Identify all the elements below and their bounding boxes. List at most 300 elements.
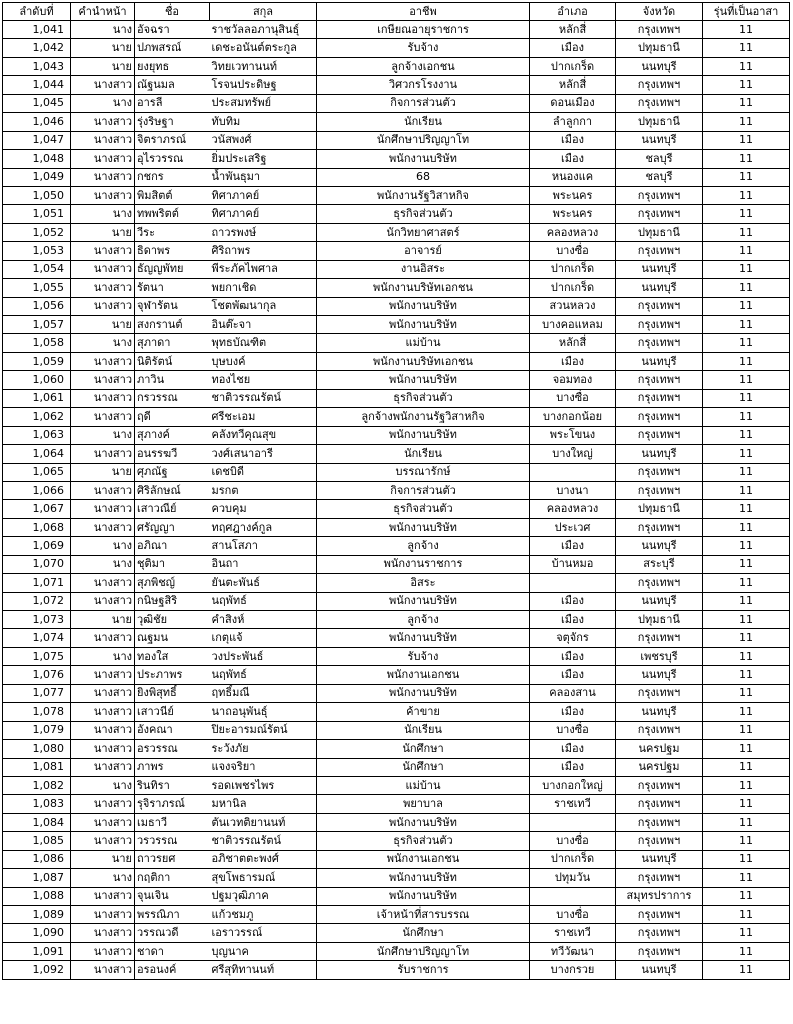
- cell-last-name: แจงจริยา: [210, 758, 317, 776]
- cell-first-name: รัตนา: [135, 279, 210, 297]
- cell-province: ชลบุรี: [616, 150, 703, 168]
- cell-title: นาง: [71, 869, 135, 887]
- cell-first-name: อารลี: [135, 94, 210, 112]
- cell-first-name: สุภพิชญ์: [135, 574, 210, 592]
- cell-no: 1,084: [3, 813, 71, 831]
- table-row: [3, 666, 790, 684]
- cell-no: 1,073: [3, 611, 71, 629]
- cell-last-name: ยิ่มประเสริฐ: [210, 150, 317, 168]
- table-row: [3, 850, 790, 868]
- cell-last-name: ราชวัลลอภานุสินธุ์: [210, 21, 317, 39]
- cell-last-name: ทิศาภาคย์: [210, 186, 317, 204]
- table-row: [3, 574, 790, 592]
- table-row: [3, 869, 790, 887]
- cell-last-name: รอดเพชรไพร: [210, 776, 317, 794]
- cell-occupation: รับจ้าง: [317, 39, 530, 57]
- cell-title: นาง: [71, 21, 135, 39]
- cell-first-name: พิมสิตต์: [135, 186, 210, 204]
- cell-occupation: พนักงานบริษัทเอกชน: [317, 279, 530, 297]
- cell-no: 1,060: [3, 371, 71, 389]
- cell-district: พระนคร: [530, 186, 616, 204]
- cell-province: ปทุมธานี: [616, 39, 703, 57]
- cell-last-name: สานโสภา: [210, 537, 317, 555]
- cell-no: 1,055: [3, 279, 71, 297]
- cell-first-name: ปภพสรณ์: [135, 39, 210, 57]
- cell-province: กรุงเทพฯ: [616, 426, 703, 444]
- cell-last-name: ศรีชะเอม: [210, 408, 317, 426]
- cell-first-name: อรวรรณ: [135, 740, 210, 758]
- cell-last-name: อภิชาตตะพงศ์: [210, 850, 317, 868]
- cell-district: จอมทอง: [530, 371, 616, 389]
- cell-no: 1,085: [3, 832, 71, 850]
- cell-last-name: คำสิงห์: [210, 611, 317, 629]
- cell-province: ปทุมธานี: [616, 113, 703, 131]
- cell-round: 11: [703, 426, 790, 444]
- cell-first-name: กชกร: [135, 168, 210, 186]
- header-title: คำนำหน้า: [71, 3, 135, 21]
- cell-first-name: กนิษฐสิริ: [135, 592, 210, 610]
- cell-round: 11: [703, 168, 790, 186]
- cell-district: ประเวศ: [530, 518, 616, 536]
- cell-first-name: เสาวณีย์: [135, 500, 210, 518]
- cell-district: บางนา: [530, 481, 616, 499]
- cell-occupation: พนักงานบริษัท: [317, 887, 530, 905]
- header-province: จังหวัด: [616, 3, 703, 21]
- cell-first-name: ณฐมน: [135, 629, 210, 647]
- cell-occupation: ธุรกิจส่วนตัว: [317, 389, 530, 407]
- cell-district: บางซื่อ: [530, 906, 616, 924]
- cell-province: นนทบุรี: [616, 961, 703, 979]
- cell-province: กรุงเทพฯ: [616, 832, 703, 850]
- cell-first-name: กรวรรณ: [135, 389, 210, 407]
- cell-no: 1,064: [3, 445, 71, 463]
- cell-title: นางสาว: [71, 666, 135, 684]
- cell-first-name: วรวรรณ: [135, 832, 210, 850]
- cell-no: 1,050: [3, 186, 71, 204]
- cell-district: เมือง: [530, 740, 616, 758]
- cell-province: กรุงเทพฯ: [616, 776, 703, 794]
- cell-round: 11: [703, 463, 790, 481]
- cell-occupation: ลูกจ้างพนักงานรัฐวิสาหกิจ: [317, 408, 530, 426]
- cell-round: 11: [703, 850, 790, 868]
- cell-round: 11: [703, 924, 790, 942]
- cell-last-name: นฤพัทธ์: [210, 666, 317, 684]
- cell-district: ปากเกร็ด: [530, 57, 616, 75]
- cell-round: 11: [703, 666, 790, 684]
- cell-first-name: ยิงพิสุทธิ์: [135, 684, 210, 702]
- table-row: [3, 906, 790, 924]
- cell-district: ปากเกร็ด: [530, 850, 616, 868]
- cell-last-name: ยันตะพันธ์: [210, 574, 317, 592]
- cell-district: ราชเทวี: [530, 795, 616, 813]
- cell-round: 11: [703, 150, 790, 168]
- cell-last-name: ชาติวรรณรัตน์: [210, 832, 317, 850]
- cell-title: นาง: [71, 647, 135, 665]
- cell-title: นางสาว: [71, 924, 135, 942]
- cell-district: ปากเกร็ด: [530, 279, 616, 297]
- table-row: [3, 389, 790, 407]
- cell-occupation: ธุรกิจส่วนตัว: [317, 500, 530, 518]
- cell-province: นนทบุรี: [616, 260, 703, 278]
- table-row: [3, 629, 790, 647]
- cell-no: 1,071: [3, 574, 71, 592]
- cell-title: นางสาว: [71, 260, 135, 278]
- cell-occupation: นักเรียน: [317, 445, 530, 463]
- cell-title: นางสาว: [71, 684, 135, 702]
- volunteer-table: [2, 2, 790, 980]
- cell-no: 1,075: [3, 647, 71, 665]
- cell-first-name: รุจิราภรณ์: [135, 795, 210, 813]
- cell-no: 1,061: [3, 389, 71, 407]
- cell-round: 11: [703, 352, 790, 370]
- cell-round: 11: [703, 813, 790, 831]
- cell-title: นางสาว: [71, 518, 135, 536]
- cell-title: นางสาว: [71, 168, 135, 186]
- cell-province: กรุงเทพฯ: [616, 906, 703, 924]
- cell-occupation: รับจ้าง: [317, 647, 530, 665]
- table-row: [3, 795, 790, 813]
- cell-round: 11: [703, 316, 790, 334]
- cell-title: นาง: [71, 537, 135, 555]
- cell-round: 11: [703, 684, 790, 702]
- cell-first-name: สงกรานต์: [135, 316, 210, 334]
- table-row: [3, 776, 790, 794]
- cell-occupation: แม่บ้าน: [317, 334, 530, 352]
- cell-title: นาย: [71, 463, 135, 481]
- cell-round: 11: [703, 131, 790, 149]
- cell-province: กรุงเทพฯ: [616, 518, 703, 536]
- cell-round: 11: [703, 887, 790, 905]
- cell-province: กรุงเทพฯ: [616, 463, 703, 481]
- cell-district: บางซื่อ: [530, 721, 616, 739]
- cell-last-name: ชาติวรรณรัตน์: [210, 389, 317, 407]
- cell-district: ราชเทวี: [530, 924, 616, 942]
- table-row: [3, 76, 790, 94]
- cell-last-name: น้ำพันธุมา: [210, 168, 317, 186]
- cell-first-name: ประภาพร: [135, 666, 210, 684]
- cell-district: เมือง: [530, 39, 616, 57]
- table-row: [3, 39, 790, 57]
- cell-no: 1,063: [3, 426, 71, 444]
- cell-district: บ้านหมอ: [530, 555, 616, 573]
- cell-round: 11: [703, 942, 790, 960]
- cell-occupation: พนักงานบริษัท: [317, 684, 530, 702]
- cell-district: ทวีวัฒนา: [530, 942, 616, 960]
- cell-first-name: ชาดา: [135, 942, 210, 960]
- table-row: [3, 500, 790, 518]
- cell-round: 11: [703, 611, 790, 629]
- cell-occupation: ธุรกิจส่วนตัว: [317, 205, 530, 223]
- cell-occupation: พนักงานบริษัท: [317, 813, 530, 831]
- cell-occupation: วิศวกรโรงงาน: [317, 76, 530, 94]
- cell-last-name: ปฐมวุฒิภาค: [210, 887, 317, 905]
- cell-province: สมุทรปราการ: [616, 887, 703, 905]
- cell-first-name: พรรณิภา: [135, 906, 210, 924]
- cell-occupation: แม่บ้าน: [317, 776, 530, 794]
- table-row: [3, 57, 790, 75]
- cell-province: กรุงเทพฯ: [616, 334, 703, 352]
- cell-first-name: ศุภณัฐ: [135, 463, 210, 481]
- cell-district: [530, 887, 616, 905]
- cell-occupation: นักเรียน: [317, 113, 530, 131]
- cell-last-name: ทับทิม: [210, 113, 317, 131]
- cell-round: 11: [703, 500, 790, 518]
- cell-district: บางคอแหลม: [530, 316, 616, 334]
- cell-title: นางสาว: [71, 445, 135, 463]
- cell-no: 1,076: [3, 666, 71, 684]
- cell-district: คลองหลวง: [530, 223, 616, 241]
- cell-first-name: ภาพร: [135, 758, 210, 776]
- cell-title: นางสาว: [71, 795, 135, 813]
- cell-title: นางสาว: [71, 832, 135, 850]
- cell-no: 1,079: [3, 721, 71, 739]
- cell-last-name: โรจนประดิษฐ: [210, 76, 317, 94]
- cell-occupation: พนักงานบริษัท: [317, 371, 530, 389]
- cell-province: กรุงเทพฯ: [616, 869, 703, 887]
- cell-round: 11: [703, 574, 790, 592]
- cell-round: 11: [703, 776, 790, 794]
- cell-title: นาย: [71, 316, 135, 334]
- cell-no: 1,087: [3, 869, 71, 887]
- cell-no: 1,066: [3, 481, 71, 499]
- cell-no: 1,044: [3, 76, 71, 94]
- table-row: [3, 887, 790, 905]
- cell-first-name: จุนเจิน: [135, 887, 210, 905]
- cell-no: 1,053: [3, 242, 71, 260]
- cell-first-name: ศิริลักษณ์: [135, 481, 210, 499]
- cell-occupation: เกษียณอายุราชการ: [317, 21, 530, 39]
- cell-title: นางสาว: [71, 574, 135, 592]
- cell-title: นางสาว: [71, 408, 135, 426]
- cell-title: นาย: [71, 611, 135, 629]
- table-row: [3, 371, 790, 389]
- volunteer-list-sheet: [2, 2, 789, 980]
- cell-no: 1,041: [3, 21, 71, 39]
- cell-no: 1,083: [3, 795, 71, 813]
- cell-occupation: 68: [317, 168, 530, 186]
- cell-first-name: ภาวิน: [135, 371, 210, 389]
- cell-title: นางสาว: [71, 150, 135, 168]
- cell-district: ปทุมวัน: [530, 869, 616, 887]
- cell-occupation: นักศึกษาปริญญาโท: [317, 131, 530, 149]
- cell-round: 11: [703, 408, 790, 426]
- cell-district: หลักสี่: [530, 334, 616, 352]
- cell-round: 11: [703, 186, 790, 204]
- table-row: [3, 684, 790, 702]
- cell-no: 1,077: [3, 684, 71, 702]
- cell-title: นาง: [71, 776, 135, 794]
- header-last-name: สกุล: [210, 3, 317, 21]
- cell-occupation: พยาบาล: [317, 795, 530, 813]
- cell-first-name: อนรรฆวี: [135, 445, 210, 463]
- cell-province: กรุงเทพฯ: [616, 924, 703, 942]
- table-row: [3, 942, 790, 960]
- cell-no: 1,070: [3, 555, 71, 573]
- cell-title: นางสาว: [71, 592, 135, 610]
- cell-last-name: ระวังภัย: [210, 740, 317, 758]
- cell-last-name: มรกต: [210, 481, 317, 499]
- cell-last-name: อินถา: [210, 555, 317, 573]
- cell-round: 11: [703, 592, 790, 610]
- table-row: [3, 592, 790, 610]
- cell-no: 1,065: [3, 463, 71, 481]
- cell-title: นาง: [71, 205, 135, 223]
- cell-district: เมือง: [530, 611, 616, 629]
- cell-title: นางสาว: [71, 76, 135, 94]
- cell-occupation: งานอิสระ: [317, 260, 530, 278]
- table-row: [3, 721, 790, 739]
- table-row: [3, 352, 790, 370]
- cell-occupation: พนักงานบริษัท: [317, 869, 530, 887]
- cell-round: 11: [703, 389, 790, 407]
- cell-district: สวนหลวง: [530, 297, 616, 315]
- cell-district: ปากเกร็ด: [530, 260, 616, 278]
- cell-province: ปทุมธานี: [616, 611, 703, 629]
- cell-no: 1,059: [3, 352, 71, 370]
- cell-no: 1,067: [3, 500, 71, 518]
- table-row: [3, 445, 790, 463]
- table-row: [3, 740, 790, 758]
- cell-province: นนทบุรี: [616, 537, 703, 555]
- cell-no: 1,082: [3, 776, 71, 794]
- cell-occupation: อิสระ: [317, 574, 530, 592]
- cell-occupation: พนักงานบริษัท: [317, 316, 530, 334]
- cell-occupation: พนักงานบริษัท: [317, 592, 530, 610]
- cell-first-name: อภิณา: [135, 537, 210, 555]
- table-row: [3, 113, 790, 131]
- cell-occupation: อาจารย์: [317, 242, 530, 260]
- cell-first-name: อรอนงค์: [135, 961, 210, 979]
- cell-last-name: เดชบิดี: [210, 463, 317, 481]
- cell-first-name: ฤดี: [135, 408, 210, 426]
- cell-title: นางสาว: [71, 758, 135, 776]
- cell-occupation: พนักงานบริษัท: [317, 426, 530, 444]
- cell-title: นาย: [71, 223, 135, 241]
- cell-round: 11: [703, 205, 790, 223]
- cell-province: กรุงเทพฯ: [616, 481, 703, 499]
- cell-occupation: ลูกจ้างเอกชน: [317, 57, 530, 75]
- cell-province: กรุงเทพฯ: [616, 408, 703, 426]
- cell-last-name: พีระภัคไพศาล: [210, 260, 317, 278]
- cell-last-name: ควบคุม: [210, 500, 317, 518]
- cell-no: 1,049: [3, 168, 71, 186]
- cell-last-name: แก้วชมภู: [210, 906, 317, 924]
- cell-title: นาง: [71, 94, 135, 112]
- cell-province: นนทบุรี: [616, 703, 703, 721]
- cell-no: 1,052: [3, 223, 71, 241]
- cell-title: นาย: [71, 850, 135, 868]
- table-row: [3, 205, 790, 223]
- cell-round: 11: [703, 961, 790, 979]
- cell-last-name: วิทยเวทานนท์: [210, 57, 317, 75]
- cell-first-name: นิติรัตน์: [135, 352, 210, 370]
- cell-first-name: อุไรวรรณ: [135, 150, 210, 168]
- cell-first-name: ธิดาพร: [135, 242, 210, 260]
- cell-no: 1,086: [3, 850, 71, 868]
- table-row: [3, 21, 790, 39]
- cell-last-name: วงประพันธ์: [210, 647, 317, 665]
- cell-no: 1,043: [3, 57, 71, 75]
- cell-district: บางกรวย: [530, 961, 616, 979]
- cell-no: 1,068: [3, 518, 71, 536]
- cell-no: 1,046: [3, 113, 71, 131]
- cell-province: นนทบุรี: [616, 850, 703, 868]
- cell-province: กรุงเทพฯ: [616, 389, 703, 407]
- cell-first-name: ยงยุทธ: [135, 57, 210, 75]
- cell-occupation: พนักงานเอกชน: [317, 850, 530, 868]
- cell-no: 1,078: [3, 703, 71, 721]
- cell-province: นนทบุรี: [616, 592, 703, 610]
- cell-title: นางสาว: [71, 389, 135, 407]
- cell-occupation: นักวิทยาศาสตร์: [317, 223, 530, 241]
- cell-province: สระบุรี: [616, 555, 703, 573]
- cell-province: นนทบุรี: [616, 131, 703, 149]
- cell-first-name: สุภางค์: [135, 426, 210, 444]
- cell-district: บางซื่อ: [530, 832, 616, 850]
- cell-district: คลองหลวง: [530, 500, 616, 518]
- cell-last-name: วงศ์เสนาอารี: [210, 445, 317, 463]
- cell-occupation: พนักงานราชการ: [317, 555, 530, 573]
- cell-occupation: พนักงานรัฐวิสาหกิจ: [317, 186, 530, 204]
- cell-province: กรุงเทพฯ: [616, 574, 703, 592]
- cell-round: 11: [703, 94, 790, 112]
- cell-district: [530, 813, 616, 831]
- table-row: [3, 94, 790, 112]
- cell-round: 11: [703, 832, 790, 850]
- cell-round: 11: [703, 445, 790, 463]
- cell-last-name: ทิศาภาคย์: [210, 205, 317, 223]
- table-row: [3, 186, 790, 204]
- table-row: [3, 223, 790, 241]
- cell-province: กรุงเทพฯ: [616, 297, 703, 315]
- cell-province: นนทบุรี: [616, 57, 703, 75]
- cell-round: 11: [703, 703, 790, 721]
- cell-title: นางสาว: [71, 500, 135, 518]
- cell-round: 11: [703, 629, 790, 647]
- cell-no: 1,045: [3, 94, 71, 112]
- cell-province: กรุงเทพฯ: [616, 94, 703, 112]
- cell-district: ดอนเมือง: [530, 94, 616, 112]
- cell-last-name: บุญนาค: [210, 942, 317, 960]
- cell-title: นางสาว: [71, 481, 135, 499]
- cell-title: นาย: [71, 57, 135, 75]
- cell-title: นางสาว: [71, 297, 135, 315]
- table-row: [3, 924, 790, 942]
- cell-province: กรุงเทพฯ: [616, 186, 703, 204]
- table-row: [3, 242, 790, 260]
- cell-province: กรุงเทพฯ: [616, 242, 703, 260]
- cell-no: 1,091: [3, 942, 71, 960]
- cell-province: กรุงเทพฯ: [616, 76, 703, 94]
- cell-no: 1,088: [3, 887, 71, 905]
- cell-title: นาง: [71, 426, 135, 444]
- cell-first-name: สุภาดา: [135, 334, 210, 352]
- cell-district: จตุจักร: [530, 629, 616, 647]
- cell-first-name: ศรัญญา: [135, 518, 210, 536]
- cell-district: เมือง: [530, 592, 616, 610]
- table-row: [3, 832, 790, 850]
- cell-round: 11: [703, 39, 790, 57]
- cell-title: นางสาว: [71, 186, 135, 204]
- cell-round: 11: [703, 279, 790, 297]
- cell-occupation: รับราชการ: [317, 961, 530, 979]
- cell-first-name: วรรณวดี: [135, 924, 210, 942]
- cell-district: หนองแค: [530, 168, 616, 186]
- cell-last-name: นาถอนุพันธุ์: [210, 703, 317, 721]
- cell-round: 11: [703, 260, 790, 278]
- cell-district: [530, 463, 616, 481]
- cell-occupation: กิจการส่วนตัว: [317, 94, 530, 112]
